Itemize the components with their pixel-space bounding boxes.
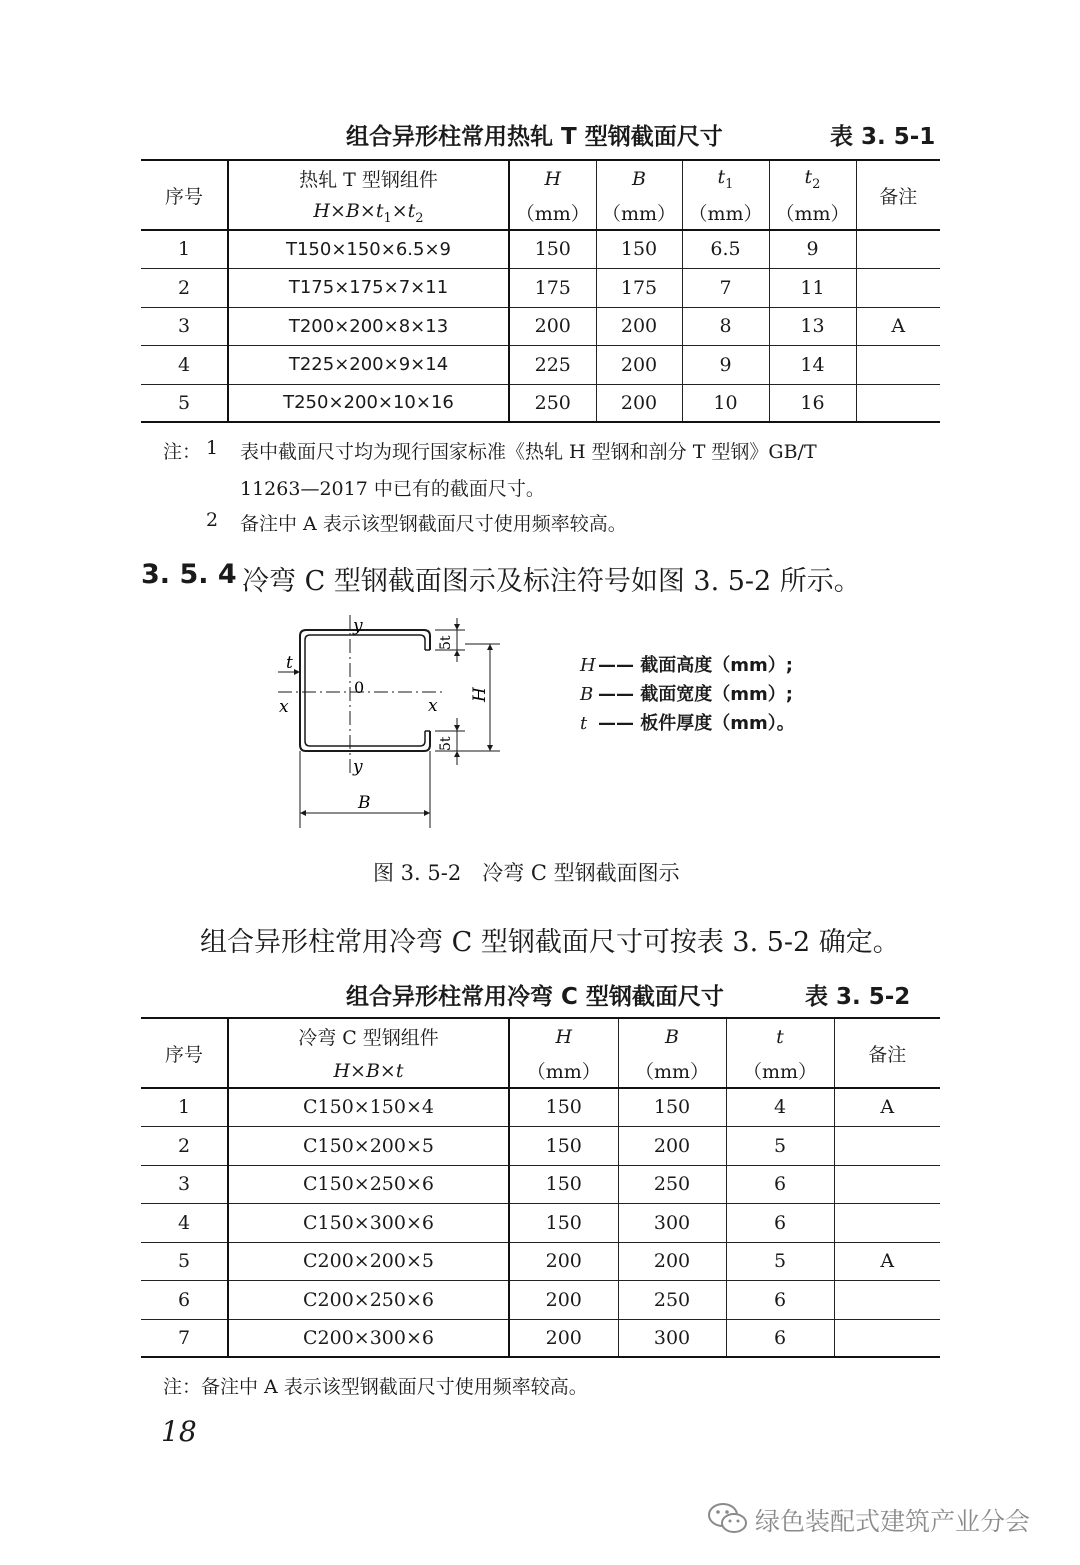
table2-cell-B: 300 bbox=[618, 1319, 726, 1357]
table1-cell-H: 150 bbox=[509, 230, 596, 268]
table2-cell-seq: 3 bbox=[141, 1165, 228, 1203]
page-number: 18 bbox=[161, 1415, 197, 1448]
c-profile-inner bbox=[305, 635, 425, 746]
table1-cell-B: 175 bbox=[596, 268, 682, 307]
table2-cell-component: C200×250×6 bbox=[228, 1280, 509, 1319]
table2-cell-H: 200 bbox=[509, 1319, 618, 1357]
table1-header-formula: $H\times B\times t_1\times t_2$ bbox=[228, 196, 509, 230]
table1-cell-remark: A bbox=[856, 307, 940, 345]
table-row bbox=[141, 1088, 940, 1126]
legend-item-t bbox=[580, 709, 795, 735]
table2-cell-component: C200×300×6 bbox=[228, 1319, 509, 1357]
wechat-icon bbox=[706, 1501, 750, 1541]
table2-cell-B: 150 bbox=[618, 1088, 726, 1126]
table2-cell-seq: 1 bbox=[141, 1088, 228, 1126]
table1-note1-line1: 表中截面尺寸均为现行国家标准《热轧 H 型钢和剖分 T 型钢》GB/T bbox=[240, 441, 817, 463]
table1-cell-seq: 3 bbox=[141, 307, 228, 345]
table1-header-seq: 序号 bbox=[141, 160, 228, 230]
table1-cell-component: T250×200×10×16 bbox=[228, 384, 509, 422]
label-origin: 0 bbox=[354, 678, 365, 697]
table2-cell-remark bbox=[834, 1203, 940, 1242]
table1-cell-t2: 13 bbox=[769, 307, 856, 345]
table1-cell-t1: 10 bbox=[682, 384, 769, 422]
table2-cell-t: 6 bbox=[726, 1280, 834, 1319]
table2-cell-remark bbox=[834, 1280, 940, 1319]
table1-cell-remark bbox=[856, 268, 940, 307]
table1-header-unit: （mm） bbox=[596, 196, 682, 230]
legend-text: —— 截面高度（mm）; bbox=[598, 655, 793, 676]
table1-header-B: B bbox=[596, 160, 682, 196]
table2-header-B: B bbox=[618, 1018, 726, 1054]
table2-header-row bbox=[141, 1018, 940, 1054]
table2-cell-B: 200 bbox=[618, 1126, 726, 1165]
legend-item-B bbox=[580, 680, 793, 706]
table1-header-row bbox=[141, 160, 940, 196]
table1-cell-t1: 7 bbox=[682, 268, 769, 307]
label-t: t bbox=[286, 653, 293, 673]
table1-cell-t2: 9 bbox=[769, 230, 856, 268]
table2-cell-remark bbox=[834, 1126, 940, 1165]
table2-title: 组合异形柱常用冷弯 C 型钢截面尺寸 bbox=[346, 984, 724, 1010]
table1-cell-component: T175×175×7×11 bbox=[228, 268, 509, 307]
table2-header-unit: （mm） bbox=[509, 1054, 618, 1088]
table2-cell-H: 150 bbox=[509, 1088, 618, 1126]
table1-cell-H: 225 bbox=[509, 345, 596, 384]
table1-cell-t1: 6.5 bbox=[682, 230, 769, 268]
table-row bbox=[141, 1126, 940, 1165]
body-paragraph: 组合异形柱常用冷弯 C 型钢截面尺寸可按表 3. 5-2 确定。 bbox=[200, 927, 900, 958]
table1-cell-t2: 14 bbox=[769, 345, 856, 384]
table2-cell-component: C150×250×6 bbox=[228, 1165, 509, 1203]
table1-cell-B: 200 bbox=[596, 384, 682, 422]
table2-cell-component: C150×200×5 bbox=[228, 1126, 509, 1165]
table1-cell-B: 200 bbox=[596, 307, 682, 345]
table1-cell-component: T150×150×6.5×9 bbox=[228, 230, 509, 268]
table2-header-t: t bbox=[726, 1018, 834, 1054]
table2-note: 注：备注中 A 表示该型钢截面尺寸使用频率较高。 bbox=[163, 1376, 588, 1398]
legend-symbol: t bbox=[580, 713, 588, 734]
c-section-diagram bbox=[270, 610, 520, 835]
table2-cell-H: 200 bbox=[509, 1242, 618, 1280]
table2-cell-seq: 5 bbox=[141, 1242, 228, 1280]
legend-symbol: H bbox=[580, 655, 596, 676]
table1-note-label: 注： bbox=[163, 441, 202, 463]
table1-cell-remark bbox=[856, 345, 940, 384]
table-row bbox=[141, 230, 940, 268]
label-y-top: y bbox=[353, 616, 363, 636]
table2-header-formula: H×B×t bbox=[228, 1054, 509, 1088]
table1-title: 组合异形柱常用热轧 T 型钢截面尺寸 bbox=[346, 124, 723, 150]
table1-header-H: H bbox=[509, 160, 596, 196]
label-x-left: x bbox=[279, 697, 289, 717]
table2-cell-seq: 2 bbox=[141, 1126, 228, 1165]
table1-note2-number: 2 bbox=[206, 509, 219, 531]
table1-header-t1: $t_1$ bbox=[682, 160, 769, 196]
table2-cell-component: C150×300×6 bbox=[228, 1203, 509, 1242]
table2-cell-t: 6 bbox=[726, 1203, 834, 1242]
table2-cell-seq: 4 bbox=[141, 1203, 228, 1242]
table1-header-remark: 备注 bbox=[856, 160, 940, 230]
table2-cell-component: C200×200×5 bbox=[228, 1242, 509, 1280]
table2-cell-t: 4 bbox=[726, 1088, 834, 1126]
table1-header-t2: $t_2$ bbox=[769, 160, 856, 196]
table2-cell-B: 250 bbox=[618, 1280, 726, 1319]
table1-cell-remark bbox=[856, 384, 940, 422]
section-number: 3. 5. 4 bbox=[141, 559, 237, 590]
legend-text: —— 截面宽度（mm）; bbox=[598, 684, 793, 705]
table2-header-H: H bbox=[509, 1018, 618, 1054]
table1-header-unit: （mm） bbox=[682, 196, 769, 230]
table2-cell-H: 200 bbox=[509, 1280, 618, 1319]
table2-cell-remark: A bbox=[834, 1242, 940, 1280]
label-B: B bbox=[358, 793, 371, 813]
legend-item-H bbox=[580, 651, 793, 677]
table1-note2-text: 备注中 A 表示该型钢截面尺寸使用频率较高。 bbox=[240, 513, 627, 535]
table2-cell-B: 200 bbox=[618, 1242, 726, 1280]
table1-cell-t1: 8 bbox=[682, 307, 769, 345]
table2-cell-seq: 7 bbox=[141, 1319, 228, 1357]
section-text: 冷弯 C 型钢截面图示及标注符号如图 3. 5-2 所示。 bbox=[242, 566, 861, 597]
table2-header-remark: 备注 bbox=[834, 1018, 940, 1088]
table1-cell-component: T200×200×8×13 bbox=[228, 307, 509, 345]
table1-cell-remark bbox=[856, 230, 940, 268]
table1-cell-t2: 11 bbox=[769, 268, 856, 307]
table1-header-unit: （mm） bbox=[769, 196, 856, 230]
table2-cell-H: 150 bbox=[509, 1126, 618, 1165]
label-lip-top: 5t bbox=[438, 635, 454, 650]
table2-cell-remark bbox=[834, 1319, 940, 1357]
table1-cell-H: 200 bbox=[509, 307, 596, 345]
table2-header-seq: 序号 bbox=[141, 1018, 228, 1088]
table-row bbox=[141, 1165, 940, 1203]
table1-cell-component: T225×200×9×14 bbox=[228, 345, 509, 384]
label-y-bottom: y bbox=[353, 757, 363, 777]
figure-caption: 图 3. 5-2 冷弯 C 型钢截面图示 bbox=[373, 861, 680, 885]
table1-cell-seq: 5 bbox=[141, 384, 228, 422]
table2-cell-H: 150 bbox=[509, 1203, 618, 1242]
table1-number: 表 3. 5-1 bbox=[830, 124, 936, 150]
table1-note1-number: 1 bbox=[206, 437, 219, 459]
table-row bbox=[141, 1319, 940, 1357]
table2-number: 表 3. 5-2 bbox=[805, 984, 911, 1010]
table-row bbox=[141, 384, 940, 422]
table2-cell-component: C150×150×4 bbox=[228, 1088, 509, 1126]
table-row bbox=[141, 307, 940, 345]
table1 bbox=[141, 159, 940, 423]
table2-cell-remark: A bbox=[834, 1088, 940, 1126]
table2 bbox=[141, 1017, 940, 1358]
table2-header-component: 冷弯 C 型钢组件 bbox=[228, 1018, 509, 1054]
table1-cell-seq: 2 bbox=[141, 268, 228, 307]
table-row bbox=[141, 1242, 940, 1280]
table1-header-component: 热轧 T 型钢组件 bbox=[228, 160, 509, 196]
table1-cell-t2: 16 bbox=[769, 384, 856, 422]
table2-cell-t: 5 bbox=[726, 1126, 834, 1165]
label-x-right: x bbox=[428, 696, 438, 716]
table1-cell-H: 250 bbox=[509, 384, 596, 422]
c-profile-outer bbox=[300, 630, 430, 751]
table1-cell-H: 175 bbox=[509, 268, 596, 307]
label-lip-bottom: 5t bbox=[438, 736, 454, 751]
table2-cell-t: 5 bbox=[726, 1242, 834, 1280]
table2-cell-seq: 6 bbox=[141, 1280, 228, 1319]
table-row bbox=[141, 268, 940, 307]
watermark-text: 绿色装配式建筑产业分会 bbox=[755, 1507, 1031, 1536]
table-row bbox=[141, 345, 940, 384]
table1-cell-seq: 4 bbox=[141, 345, 228, 384]
table1-cell-B: 150 bbox=[596, 230, 682, 268]
table2-cell-B: 300 bbox=[618, 1203, 726, 1242]
table1-note1-line2: 11263—2017 中已有的截面尺寸。 bbox=[240, 478, 545, 500]
table2-cell-t: 6 bbox=[726, 1319, 834, 1357]
legend-text: —— 板件厚度（mm）。 bbox=[598, 713, 795, 734]
table2-cell-H: 150 bbox=[509, 1165, 618, 1203]
table2-cell-t: 6 bbox=[726, 1165, 834, 1203]
label-H: H bbox=[470, 687, 490, 702]
table-row bbox=[141, 1280, 940, 1319]
table1-header-unit: （mm） bbox=[509, 196, 596, 230]
table2-cell-remark bbox=[834, 1165, 940, 1203]
table1-cell-t1: 9 bbox=[682, 345, 769, 384]
table2-header-unit: （mm） bbox=[726, 1054, 834, 1088]
table1-cell-B: 200 bbox=[596, 345, 682, 384]
table-row bbox=[141, 1203, 940, 1242]
table2-header-unit: （mm） bbox=[618, 1054, 726, 1088]
legend-symbol: B bbox=[580, 684, 594, 705]
table2-cell-B: 250 bbox=[618, 1165, 726, 1203]
table1-cell-seq: 1 bbox=[141, 230, 228, 268]
